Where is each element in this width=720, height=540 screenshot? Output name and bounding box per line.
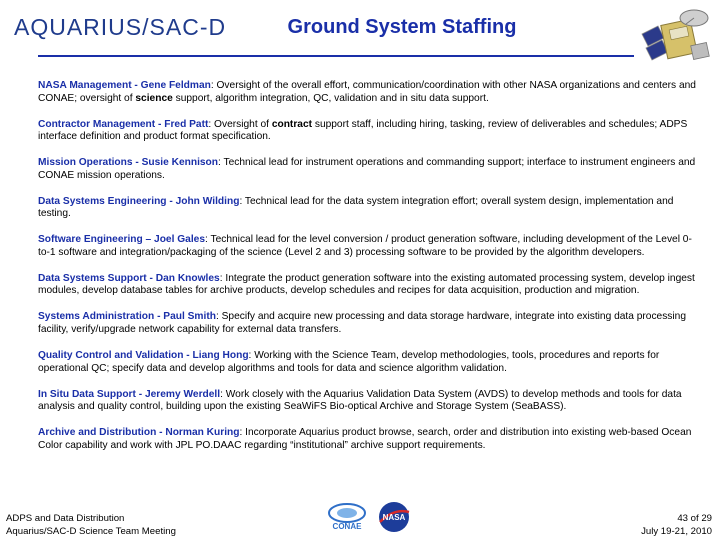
page-title: Ground System Staffing <box>287 16 517 38</box>
staff-item-in-situ-data-support <box>38 389 698 414</box>
item-heading: In Situ Data Support - Jeremy Werdell <box>38 388 221 400</box>
aquarius-sacd-logo: AQUARIUS/SAC-D <box>14 14 227 40</box>
nasa-logo <box>376 500 412 539</box>
page-number: 43 of 29 <box>677 513 712 524</box>
item-text: : Incorporate Aquarius product browse, search, order and distribution into existing web-based Ocean Color capability and work with JPL PO.DAAC regarding “institutional” archive support requirements. <box>38 427 692 451</box>
staff-item-contractor-management <box>38 119 698 144</box>
item-text-cont: support, algorithm integration, QC, validation and in situ data support. <box>172 92 489 104</box>
staff-item-systems-administration <box>38 311 698 336</box>
item-emphasis: contract <box>271 118 313 130</box>
item-text: : Oversight of <box>208 118 272 130</box>
item-text: : Work closely with the Aquarius Validation Data System (AVDS) to develop methods and tools for data analysis and quality control, building upon the existing SeaWiFS Bio-optical Archive and Storage System (SeaBASS). <box>38 388 682 413</box>
item-heading: NASA Management - Gene Feldman <box>38 80 211 91</box>
item-text: : Specify and acquire new processing and data storage hardware, integrate into existing data processing facility, verify/upgrade network capability for external data transfers. <box>38 311 686 336</box>
item-text: : Oversight of the overall effort, communication/coordination with other NASA organizations and centers and CONAE; oversight of <box>38 80 696 104</box>
item-heading: Contractor Management - Fred Patt <box>38 118 209 130</box>
staff-item-data-systems-engineering <box>38 196 698 221</box>
staff-item-software-engineering <box>38 234 698 259</box>
item-heading: Software Engineering – Joel Gales <box>38 234 206 246</box>
svg-text:NASA: NASA <box>382 513 406 522</box>
staff-item-data-systems-support <box>38 273 698 298</box>
item-text-cont: support staff, including hiring, tasking, review of deliverables and schedules; ADPS interface definition and product format specification. <box>38 118 688 143</box>
item-text: : Technical lead for the data system integration effort; overall system design, implementation and testing. <box>38 195 674 220</box>
svg-text:CONAE: CONAE <box>332 522 362 531</box>
item-text: : Integrate the product generation software into the existing automated processing system, develop ingest modules, develop database tables for archive products, develop schedules and recipes for data acquisition, production and migration. <box>38 272 695 297</box>
item-heading: Data Systems Engineering - John Wilding <box>38 195 240 207</box>
staffing-list <box>38 80 698 466</box>
footer-meeting-info <box>6 513 176 538</box>
item-heading: Systems Administration - Paul Smith <box>38 311 216 323</box>
item-heading: Mission Operations - Susie Kennison <box>38 157 219 169</box>
item-text: : Technical lead for instrument operations and commanding support; interface to instrument engineers and CONAE mission operations. <box>38 157 696 181</box>
item-text: : Technical lead for the level conversion / product generation software, including development of the Level 0-to-1 software and integration/packaging of the science (Level 2 and 3) processing software to be provided by the algorithm developers. <box>38 234 692 258</box>
item-heading: Archive and Distribution - Norman Kuring <box>38 427 240 439</box>
conae-logo <box>324 500 370 539</box>
staff-item-archive-distribution <box>38 427 698 452</box>
footer-line-1: ADPS and Data Distribution <box>6 513 125 524</box>
footer-line-2: Aquarius/SAC-D Science Team Meeting <box>6 525 176 537</box>
satellite-icon <box>636 4 716 81</box>
item-heading: Quality Control and Validation - Liang Hong <box>38 350 249 362</box>
footer-page-info <box>641 513 712 538</box>
staff-item-nasa-management <box>38 80 698 105</box>
item-heading: Data Systems Support - Dan Knowles <box>38 272 220 284</box>
meeting-date: July 19-21, 2010 <box>641 525 712 537</box>
staff-item-mission-operations <box>38 157 698 182</box>
item-emphasis: science <box>135 92 173 104</box>
item-text: : Working with the Science Team, develop methodologies, tools, procedures and reports for operational QC; specify data and develop algorithms and tools for data and science algorithm validation. <box>38 350 660 374</box>
staff-item-quality-control <box>38 350 698 375</box>
title-rule <box>38 55 634 57</box>
